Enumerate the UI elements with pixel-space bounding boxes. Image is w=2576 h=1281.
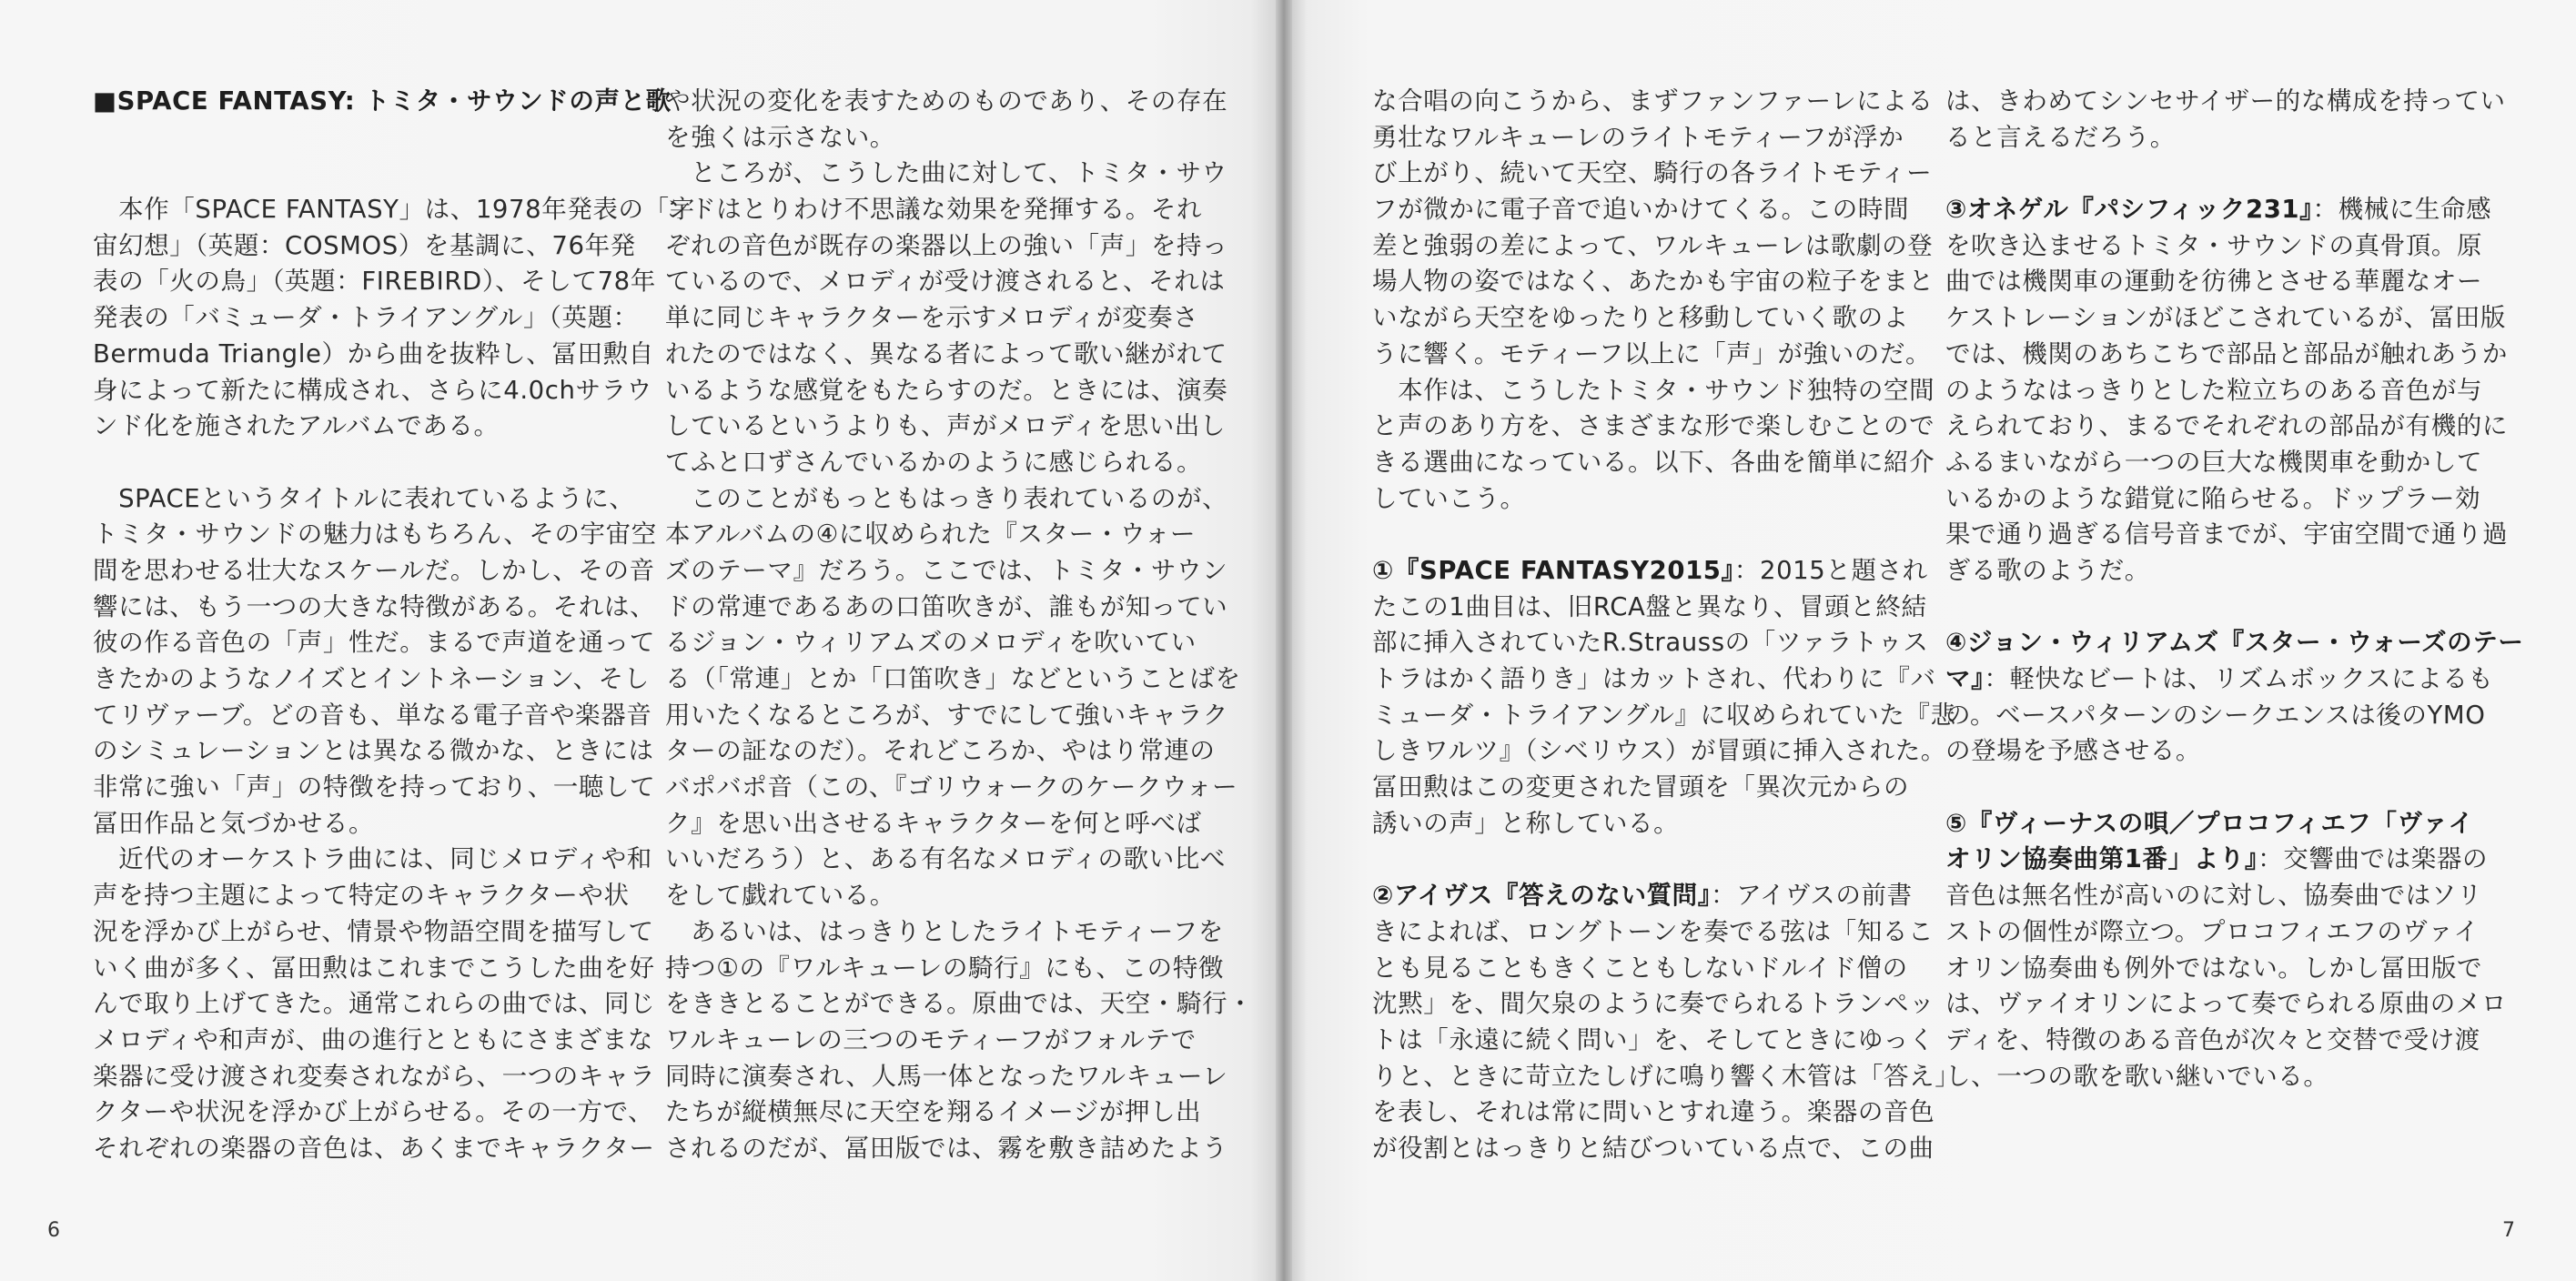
section-heading: ①『SPACE FANTASY2015』 — [1372, 555, 1734, 585]
section-text: ：軽快なビートは、リズムボックスによるも — [1984, 664, 2494, 693]
text-line: たちが縦横無尽に天空を翔るイメージが押し出 — [665, 1097, 1202, 1127]
page-number-left: 6 — [47, 1219, 60, 1242]
text-line: ストの個性が際立つ。プロコフィエフのヴァイ — [1945, 916, 2480, 946]
text-line: 発表の「バミューダ・トライアングル」（英題： — [93, 303, 639, 333]
text-line: 差と強弱の差によって、ワルキューレは歌劇の登 — [1372, 230, 1934, 260]
book-gutter — [1276, 0, 1292, 1281]
section-heading: ④ジョン・ウィリアムズ『スター・ウォーズのテー — [1945, 628, 2524, 658]
text-line: ミューダ・トライアングル』に収められていた『悲 — [1372, 700, 1956, 730]
text-line: をききとることができる。原曲では、天空・騎行・ — [665, 989, 1254, 1019]
text-line: は、ヴァイオリンによって奏でられる原曲のメロ — [1945, 989, 2508, 1019]
text-line: いるかのような錯覚に陥らせる。ドップラー効 — [1945, 483, 2481, 513]
text-line: 勇壮なワルキューレのライトモティーフが浮か — [1372, 122, 1904, 152]
text-line: や状況の変化を表すためのものであり、その存在 — [665, 86, 1228, 116]
text-line: ドの常連であるあの口笛吹きが、誰もが知ってい — [665, 591, 1228, 621]
section-heading-line — [1945, 806, 2474, 842]
text-line: 表の「火の鳥」（英題：FIREBIRD）、そして78年 — [93, 267, 656, 297]
blank-line — [93, 445, 613, 481]
left-page — [0, 0, 1276, 1281]
section-heading-line — [1372, 553, 1928, 590]
text-line: このことがもっともはっきり表れているのが、 — [665, 483, 1228, 513]
text-line: 果で通り過ぎる信号音までが、宇宙空間で通り過 — [1945, 519, 2509, 550]
blank-line — [1945, 590, 2466, 626]
section-heading: オリン協奏曲第1番」より』 — [1945, 844, 2258, 874]
page-number-right: 7 — [2502, 1219, 2515, 1242]
blank-line — [1372, 517, 1893, 553]
blank-line — [1945, 156, 2466, 192]
section-heading: ⑤『ヴィーナスの唄／プロコフィエフ「ヴァイ — [1945, 808, 2474, 838]
text-line: ところが、こうした曲に対して、トミタ・サウ — [665, 158, 1227, 188]
section-text: ：機械に生命感 — [2312, 195, 2492, 225]
text-column-4 — [1945, 84, 2524, 1094]
text-line: トラはかく語りき」はカットされ、代わりに『バ — [1372, 664, 1936, 693]
text-line: ワルキューレの三つのモティーフがフォルテで — [665, 1024, 1197, 1054]
text-line: 曲では機関車の運動を彷彿とさせる華麗なオー — [1945, 267, 2483, 297]
text-line: ぎる歌のようだ。 — [1945, 555, 2150, 585]
text-line: な合唱の向こうから、まずファンファーレによる — [1372, 86, 1934, 116]
text-line: 間を思わせる壮大なスケールだ。しかし、その音 — [93, 555, 655, 585]
text-line: しているというよりも、声がメロディを思い出し — [665, 411, 1226, 441]
text-line: しきワルツ』（シベリウス）が冒頭に挿入された。 — [1372, 736, 1946, 766]
text-line: 身によって新たに構成され、さらに4.0chサラウ — [93, 375, 652, 405]
text-line: SPACEというタイトルに表れているように、 — [93, 483, 635, 513]
text-line: は、きわめてシンセサイザー的な構成を持ってい — [1945, 86, 2506, 116]
text-line: 用いたくなるところが、すでにして強いキャラク — [665, 700, 1229, 730]
text-line: うに響く。モティーフ以上に「声」が強いのだ。 — [1372, 338, 1932, 368]
blank-line — [93, 156, 613, 192]
section-heading: ②アイヴス『答えのない質問』 — [1372, 881, 1712, 911]
section-heading-line — [1945, 661, 2494, 698]
text-line: 本作「SPACE FANTASY」は、1978年発表の「宇 — [93, 195, 695, 225]
text-line: していこう。 — [1372, 483, 1526, 513]
text-line: 況を浮かび上がらせ、情景や物語空間を描写して — [93, 916, 654, 946]
text-line: 沈黙」を、間欠泉のように奏でられるトランペッ — [1372, 989, 1935, 1019]
text-line: ケストレーションがほどこされているが、冨田版 — [1945, 303, 2506, 333]
section-heading: マ』 — [1945, 664, 1985, 693]
text-column-3 — [1372, 84, 1961, 1167]
text-line: ンド化を施されたアルバムである。 — [93, 411, 500, 441]
text-line: をして戯れている。 — [665, 881, 895, 911]
text-line: クターや状況を浮かび上がらせる。その一方で、 — [93, 1097, 654, 1127]
section-heading: ③オネゲル『パシフィック231』 — [1945, 195, 2313, 225]
text-line: ると言えるだろう。 — [1945, 122, 2176, 152]
text-line: いく曲が多く、冨田勲はこれまでこうした曲を好 — [93, 953, 655, 983]
text-line: あるいは、はっきりとしたライトモティーフを — [665, 916, 1224, 946]
blank-line — [1372, 842, 1893, 878]
text-line: 場人物の姿ではなく、あたかも宇宙の粒子をまと — [1372, 267, 1935, 297]
text-line: を強くは示さない。 — [665, 122, 895, 152]
text-line: 声を持つ主題によって特定のキャラクターや状 — [93, 881, 630, 911]
section-heading-line — [1945, 842, 2489, 878]
text-line: 持つ①の『ワルキューレの騎行』にも、この特徴 — [665, 953, 1224, 983]
text-line: ているので、メロディが受け渡されると、それは — [665, 267, 1226, 297]
text-line: 非常に強い「声」の特徴を持っており、一聴して — [93, 772, 656, 802]
text-line: 冨田勲はこの変更された冒頭を「異次元からの — [1372, 772, 1910, 802]
text-line: えられており、まるでそれぞれの部品が有機的に — [1945, 411, 2508, 441]
text-line: ンドはとりわけ不思議な効果を発揮する。それ — [665, 195, 1203, 225]
text-line: び上がり、続いて天空、騎行の各ライトモティー — [1372, 158, 1933, 188]
text-line: いるような感覚をもたらすのだ。ときには、演奏 — [665, 375, 1228, 405]
section-heading-line — [93, 84, 672, 120]
text-line: 楽器に受け渡され変奏されながら、一つのキャラ — [93, 1061, 656, 1091]
text-line: 近代のオーケストラ曲には、同じメロディや和 — [93, 844, 652, 874]
text-line: 響には、もう一つの大きな特徴がある。それは、 — [93, 591, 656, 621]
text-line: きによれば、ロングトーンを奏でる弦は「知るこ — [1372, 916, 1935, 946]
text-line: れたのではなく、異なる者によって歌い継がれて — [665, 338, 1227, 368]
text-line: 部に挿入されていたR.Straussの「ツァラトゥス — [1372, 628, 1929, 658]
text-line: ク』を思い出させるキャラクターを何と呼べば — [665, 808, 1202, 838]
text-line: ズのテーマ』だろう。ここでは、トミタ・サウン — [665, 555, 1228, 585]
text-line: トは「永遠に続く問い」を、そしてときにゆっく — [1372, 1024, 1935, 1054]
text-line: のシミュレーションとは異なる微かな、ときには — [93, 736, 654, 766]
text-line: の。ベースパターンのシークエンスは後のYMO — [1945, 700, 2486, 730]
text-line: いながら天空をゆったりと移動していく歌のよ — [1372, 303, 1909, 333]
text-line: オリン協奏曲も例外ではない。しかし冨田版で — [1945, 953, 2483, 983]
text-line: ぞれの音色が既存の楽器以上の強い「声」を持っ — [665, 230, 1228, 260]
text-line: る（「常連」とか「口笛吹き」などということばを — [665, 664, 1241, 693]
text-line: メロディや和声が、曲の進行とともにさまざまな — [93, 1024, 653, 1054]
text-line: と声のあり方を、さまざまな形で楽しむことので — [1372, 411, 1935, 441]
blank-line — [1945, 770, 2466, 806]
text-line: きたかのようなノイズとイントネーション、そし — [93, 664, 650, 693]
text-line: の登場を予感させる。 — [1945, 736, 2201, 766]
text-line: きる選曲になっている。以下、各曲を簡単に紹介 — [1372, 447, 1935, 477]
section-text: ：2015と題され — [1733, 555, 1928, 585]
text-line: てリヴァーブ。どの音も、単なる電子音や楽器音 — [93, 700, 652, 730]
text-line: それぞれの楽器の音色は、あくまでキャラクター — [93, 1133, 655, 1163]
blank-line — [93, 120, 613, 156]
text-line: のようなはっきりとした粒立ちのある音色が与 — [1945, 375, 2483, 405]
text-line: ターの証なのだ）。それどころか、やはり常連の — [665, 736, 1216, 766]
text-line: てふと口ずさんでいるかのように感じられる。 — [665, 447, 1203, 477]
text-line: んで取り上げてきた。通常これらの曲では、同じ — [93, 989, 656, 1019]
text-line: りと、ときに苛立たしげに鳴り響く木管は「答え」 — [1372, 1061, 1961, 1091]
text-column-2 — [665, 84, 1254, 1167]
text-line: いいだろう）と、ある有名なメロディの歌い比べ — [665, 844, 1226, 874]
text-line: フが微かに電子音で追いかけてくる。この時間 — [1372, 195, 1910, 225]
text-line: を吹き込ませるトミタ・サウンドの真骨頂。原 — [1945, 230, 2483, 260]
text-column-1 — [93, 84, 695, 1167]
text-line: 宙幻想」（英題：COSMOS）を基調に、76年発 — [93, 230, 636, 260]
text-line: 誘いの声」と称している。 — [1372, 808, 1680, 838]
section-heading-line — [1945, 192, 2492, 228]
text-line: ディを、特徴のある音色が次々と交替で受け渡 — [1945, 1024, 2480, 1054]
text-line: 本アルバムの④に収められた『スター・ウォー — [665, 519, 1197, 550]
text-line: るジョン・ウィリアムズのメロディを吹いてい — [665, 628, 1197, 658]
text-line: では、機関のあちこちで部品と部品が触れあうか — [1945, 338, 2508, 368]
text-line: バポバポ音（この、『ゴリウォークのケークウォー — [665, 772, 1238, 802]
section-heading-line — [1945, 625, 2524, 661]
section-text: ：交響曲では楽器の — [2258, 844, 2489, 874]
text-line: を表し、それは常に問いとすれ違う。楽器の音色 — [1372, 1097, 1935, 1127]
text-line: Bermuda Triangle）から曲を抜粋し、冨田勲自 — [93, 338, 654, 368]
text-line: 本作は、こうしたトミタ・サウンド独特の空間 — [1372, 375, 1935, 405]
text-line: たこの1曲目は、旧RCA盤と異なり、冒頭と終結 — [1372, 591, 1927, 621]
text-line: 冨田作品と気づかせる。 — [93, 808, 375, 838]
text-line: 同時に演奏され、人馬一体となったワルキューレ — [665, 1061, 1228, 1091]
text-line: 単に同じキャラクターを示すメロディが変奏さ — [665, 303, 1199, 333]
text-line: 彼の作る音色の「声」性だ。まるで声道を通って — [93, 628, 655, 658]
section-heading: ■SPACE FANTASY: トミタ・サウンドの声と歌 — [93, 86, 672, 116]
text-line: トミタ・サウンドの魅力はもちろん、その宇宙空 — [93, 519, 657, 550]
section-heading-line — [1372, 878, 1913, 914]
section-text: ：アイヴスの前書 — [1711, 881, 1913, 911]
text-line: 音色は無名性が高いのに対し、協奏曲ではソリ — [1945, 881, 2483, 911]
text-line: ふるまいながら一つの巨大な機関車を動かして — [1945, 447, 2483, 477]
text-line: されるのだが、冨田版では、霧を敷き詰めたよう — [665, 1133, 1228, 1163]
text-line: とも見ることもきくこともしないドルイド僧の — [1372, 953, 1908, 983]
text-line: し、一つの歌を歌い継いでいる。 — [1945, 1061, 2329, 1091]
text-line: が役割とはっきりと結びついている点で、この曲 — [1372, 1133, 1935, 1163]
